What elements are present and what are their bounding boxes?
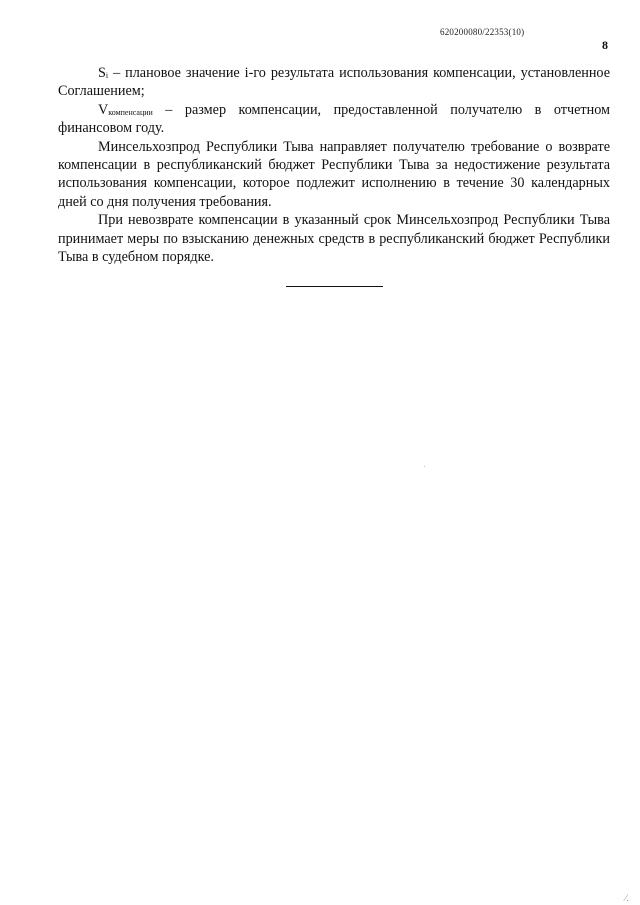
- page-number: 8: [602, 38, 608, 52]
- scan-corner-mark: ⁄.: [625, 893, 629, 903]
- paragraph-si-definition: [58, 64, 610, 101]
- scan-speck: [424, 466, 425, 467]
- si-definition-text: – плановое значение i-го результата использования компенсации, установленное Соглашением;: [58, 65, 610, 100]
- document-id: 620200080/22353(10): [440, 27, 525, 37]
- document-body: [58, 64, 610, 266]
- subscript-kompensatsii: компенсации: [108, 107, 153, 117]
- paragraph-court-recovery: При невозврате компенсации в указанный срок Минсельхозпрод Республики Тыва принимает меры по взысканию денежных средств в республиканский бюджет Республики Тыва в судебном порядке.: [58, 212, 610, 266]
- paragraph-return-requirement: Минсельхозпрод Республики Тыва направляет получателю требование о возврате компенсации в республиканский бюджет Республики Тыва за недостижение результата использования компенсации, которое подлежит исполнению в течение 30 календарных дней со дня получения требования.: [58, 138, 610, 210]
- symbol-v: V: [98, 101, 109, 118]
- symbol-s: S: [98, 65, 106, 81]
- v-definition-text: – размер компенсации, предоставленной получателю в отчетном финансовом году.: [58, 101, 610, 137]
- paragraph-v-definition: [58, 101, 610, 138]
- subscript-i: i: [105, 71, 109, 80]
- end-divider-line: [286, 286, 383, 287]
